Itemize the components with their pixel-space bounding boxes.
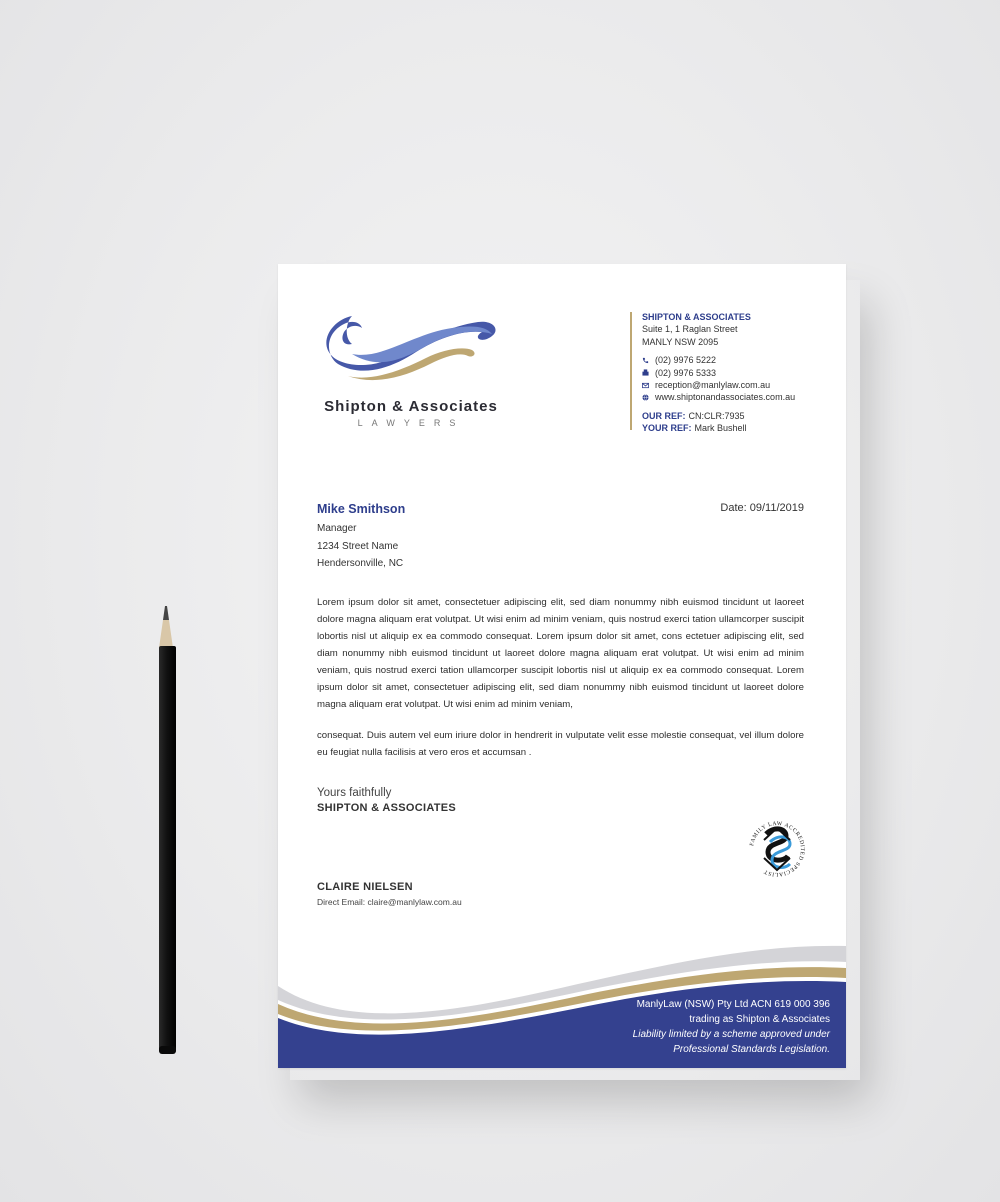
contact-phone-row (642, 354, 842, 366)
letterhead-page (278, 264, 846, 1068)
contact-fax-row (642, 367, 842, 379)
contact-fax: (02) 9976 5333 (655, 367, 717, 378)
closing-firm: SHIPTON & ASSOCIATES (317, 802, 457, 814)
contact-address-line1: Suite 1, 1 Raglan Street (642, 324, 738, 335)
contact-firm: SHIPTON & ASSOCIATES (642, 312, 751, 322)
footer-line-3: Liability limited by a scheme approved under (632, 1029, 830, 1040)
contact-website[interactable]: www.shiptonandassociates.com.au (655, 392, 796, 403)
web-icon (642, 394, 649, 401)
fax-icon (642, 369, 649, 376)
footer-text (530, 997, 830, 1057)
contact-web-row (642, 391, 842, 403)
recipient-name: Mike Smithson (317, 502, 406, 516)
your-ref-value: Mark Bushell (694, 423, 747, 434)
signer-name: CLAIRE NIELSEN (317, 881, 413, 893)
contact-address-line2: MANLY NSW 2095 (642, 336, 719, 347)
badge-ring-text: FAMILY LAW ACCREDITED SPECIALIST (749, 820, 806, 878)
closing-block (317, 787, 456, 814)
contact-email-row (642, 379, 842, 391)
signer-email[interactable]: Direct Email: claire@manlylaw.com.au (317, 897, 462, 907)
logo-subtitle: LAWYERS (357, 418, 465, 428)
recipient-block (317, 501, 405, 573)
closing-salutation: Yours faithfully (317, 787, 392, 799)
body-paragraph-1: Lorem ipsum dolor sit amet, consectetuer adipiscing elit, sed diam nonummy nibh euismod tincidunt ut laoreet dolore magna aliquam erat volutpat. Ut wisi enim ad minim veniam, quis nostrud exerci tation ullamcorper suscipit lobortis nisl ut aliquip ex ea commodo consequat. Lorem ipsum dolor sit amet, cons ectetuer adipiscing elit, sed diam nonummy nibh euismod tincidunt ut laoreet dolore magna aliquam erat volutpat. Ut wisi enim ad minim veniam, quis nostrud exerci tation ullamcorper suscipit lobortis nisl ut aliquip ex ea commodo consequat. Lorem ipsum dolor sit amet, consectetuer adipiscing elit, sed diam nonummy nibh euismod tincidunt ut laoreet dolore magna aliquam erat volutpat. Ut wisi enim ad minim veniam, (317, 597, 804, 710)
header-divider (630, 312, 632, 430)
contact-email[interactable]: reception@manlylaw.com.au (655, 380, 771, 391)
contact-phone: (02) 9976 5222 (655, 355, 717, 366)
footer-line-2: trading as Shipton & Associates (689, 1014, 830, 1025)
accreditation-badge-icon (744, 812, 810, 886)
body-paragraph-2: consequat. Duis autem vel eum iriure dolor in hendrerit in vulputate velit esse molestie consequat, vel illum dolore eu feugiat nulla facilisis at vero eros et accumsan . (317, 730, 804, 758)
your-ref-label: YOUR REF: (642, 423, 692, 434)
our-ref-row (642, 410, 842, 422)
recipient-title: Manager (317, 523, 357, 534)
recipient-street: 1234 Street Name (317, 540, 399, 552)
recipient-city: Hendersonville, NC (317, 558, 404, 569)
letter-date: Date: 09/11/2019 (720, 502, 804, 514)
footer-line-4: Professional Standards Legislation. (673, 1044, 830, 1055)
logo-name: Shipton & Associates (324, 398, 498, 415)
contact-block (642, 311, 842, 435)
footer-line-1: ManlyLaw (NSW) Pty Ltd ACN 619 000 396 (636, 999, 830, 1010)
phone-icon (642, 357, 649, 364)
our-ref-label: OUR REF: (642, 410, 686, 421)
your-ref-row (642, 422, 842, 434)
logo-wave-icon (322, 312, 500, 392)
our-ref-value: CN:CLR:7935 (688, 410, 745, 421)
email-icon (642, 382, 649, 389)
pencil-image (156, 606, 180, 1056)
